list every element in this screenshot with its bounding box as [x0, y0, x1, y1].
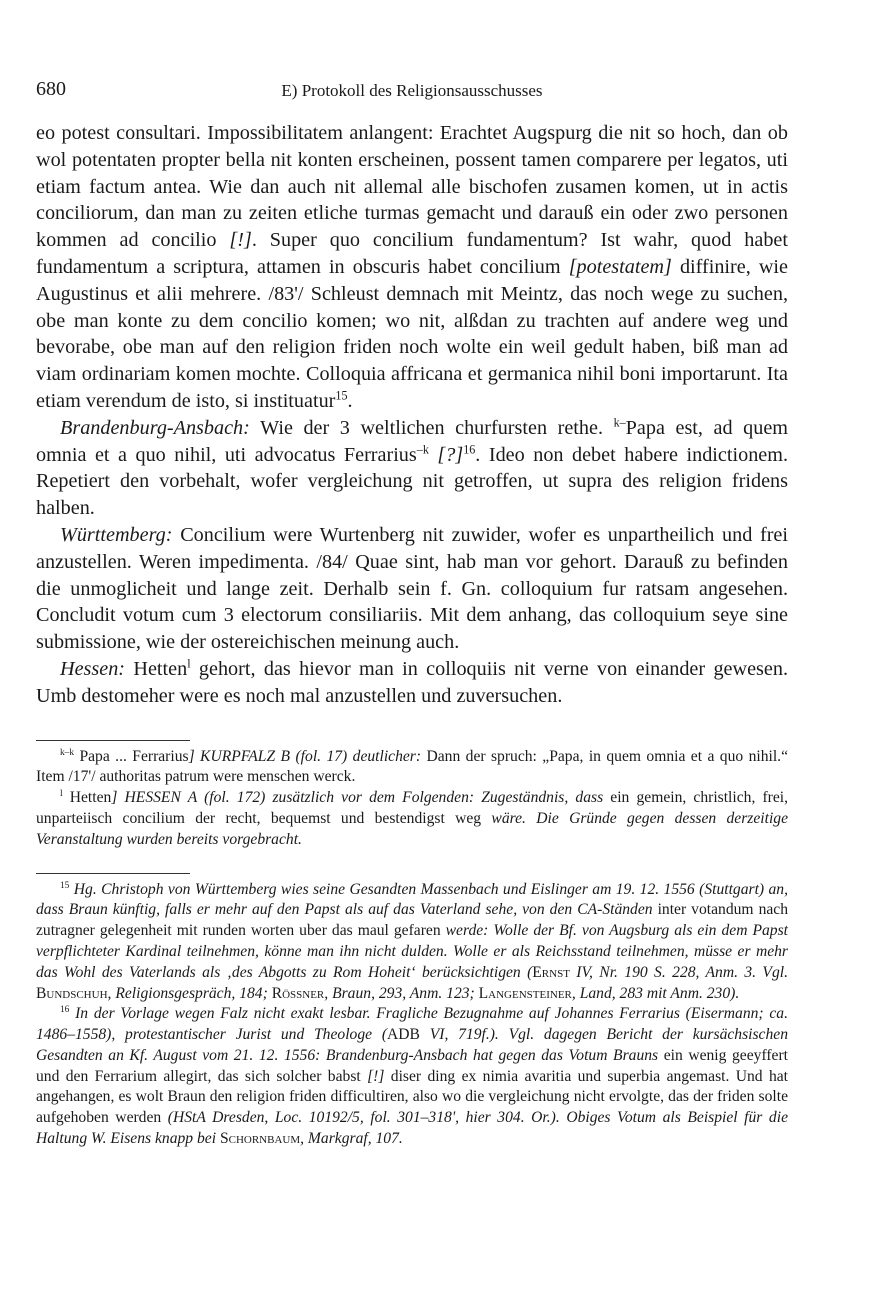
footnote-ref-15[interactable]: 15: [335, 388, 348, 403]
page-header: [36, 78, 788, 104]
running-head: E) Protokoll des Religionsausschusses: [281, 81, 543, 100]
speaker-label: Hessen:: [60, 657, 126, 680]
apparatus-mark-k-open: k–: [613, 415, 626, 430]
footnote-ref-16[interactable]: 16: [463, 441, 476, 456]
footnotes: [36, 880, 788, 1150]
paragraph-augsburg: eo potest consultari. Impossibilitatem anlangent: Erachtet Augspurg die nit so hoch, dan ob wol potentaten propter bella nit konten erscheinen, possent tamen comparere per legatos, uti etiam factum antea. Wie dan auch nit allemal alle bischofen zusamen komen, ut in actis conciliorum, dan man zu zeiten etliche turmas gemacht und darauß ein oder zwo personen kommen ad concilio [!]. Super quo concilium fundamentum? Ist wahr, quod habet fundamentum a scriptura, attamen in obscuris habet concilium [potestatem] diffinire, wie Augustinus et alii mehrere. /83'/ Schleust demnach mit Meintz, das noch wege zu suchen, obe man konte zu dem concilio komen; wo nit, alßdan zu trachten auf andere weg und bevorabe, obe man auf den religion friden noch wolte ein weil gedult haben, biß man ad viam ordinariam komen mochte. Colloquia affricana et germanica nihil boni importarunt. Ita etiam verendum de isto, si instituatur$^{15}$.: [36, 122, 788, 412]
document-page: [36, 78, 788, 1268]
speaker-label: Württemberg:: [60, 523, 173, 546]
paragraph-brandenburg-ansbach: Brandenburg-Ansbach: Wie der 3 weltlichen churfursten rethe. $^{k-}$Papa est, ad quem omnia et a quo nihil, uti advocatus Ferrarius$^{-k}$ [?]$^{16}$. Ideo non debet habere indictionem. Repetiert den vorbehalt, wofer vergleichung nit getroffen, ut supra des religion fridens halben.: [36, 415, 788, 520]
apparatus-note-l: $^l$ Hetten] HESSEN A (fol. 172) zusätzlich vor dem Folgenden: Zugeständnis, dass ein gemein, christlich, frei, unparteiisch concilium der recht, bequemst und bestendigst weg wäre. Die Gründe gegen dessen derzeitige Veranstaltung wurden bereits vorgebracht.: [36, 788, 789, 848]
apparatus-mark-k-close: –k: [416, 441, 429, 456]
footnote-16: $^{16}$ In der Vorlage wegen Falz nicht exakt lesbar. Fragliche Bezugnahme auf Johannes Ferrarius (Eisermann; ca. 1486–1558), protestantischer Jurist und Theologe (ADB VI, 719f.). Vgl. dagegen Bericht der kursächsischen Gesandten an Kf. August vom 21. 12. 1556: Brandenburg-Ansbach hat gegen das Votum Brauns ein wenig geeyffert und den Ferrarium allegirt, das sich solcher babst [!] diser ding ex nimia avaritia und superbia angemast. Und hat angehangen, es wolt Braun den religion friden difficultiren, also wo die vergleichung nicht ervolgte, das der friden solte aufgehoben werden (HStA Dresden, Loc. 10192/5, fol. 301–318', hier 304. Or.). Obiges Votum als Beispiel für die Haltung W. Eisens knapp bei Schornbaum, Markgraf, 107.: [36, 1005, 789, 1148]
speaker-label: Brandenburg-Ansbach:: [60, 416, 250, 439]
page-number: 680: [36, 78, 66, 100]
apparatus-divider: [36, 740, 190, 741]
main-text: [36, 120, 788, 710]
footnote-15: $^{15}$ Hg. Christoph von Württemberg wies seine Gesandten Massenbach und Eislinger am 19. 12. 1556 (Stuttgart) an, dass Braun künftig, falls er mehr auf den Papst als auf das Vaterland sehe, von den CA-Ständen inter votandum nach zutragner gelegenheit mit runden worten uber das maul gefaren werde: Wolle der Bf. von Augsburg als ein dem Papst verpflichteter Kardinal teilnehmen, könne man ihn nicht dulden. Wolle er als Reichsstand teilnehmen, müsse er mehr das Wohl des Vaterlands als ‚des Abgotts zu Rom Hoheit‘ berücksichtigen (Ernst IV, Nr. 190 S. 228, Anm. 3. Vgl. Bundschuh, Religionsgespräch, 184; Rössner, Braun, 293, Anm. 123; Langensteiner, Land, 283 mit Anm. 230).: [36, 880, 789, 1002]
footnote-divider: [36, 873, 190, 874]
apparatus-note-k: $^{k-k}$ Papa ... Ferrarius] KURPFALZ B (fol. 17) deutlicher: Dann der spruch: „Papa, in quem omnia et a quo nihil.“ Item /17'/ authoritas patrum were menschen werck.: [36, 747, 788, 786]
paragraph-wurttemberg: Württemberg: Concilium were Wurtenberg nit zuwider, wofer es unpartheilich und frei anzustellen. Weren impedimenta. /84/ Quae sint, hab man vor gehort. Darauß zu befinden die unmoglicheit und lange zeit. Derhalb sein f. Gn. colloquium fur ratsam angesehen. Concludit votum cum 3 electorum consiliariis. Mit dem anhang, das colloquium seye sine submissione, wie der ostereichischen meinung auch.: [36, 523, 788, 654]
paragraph-hessen: Hessen: Hetten$^l$ gehort, das hievor man in colloquiis nit verne von einander gewesen. Umb destomeher were es noch mal anzustellen und zuversuchen.: [36, 656, 788, 707]
apparatus-mark-l: l: [187, 656, 191, 671]
critical-apparatus: [36, 747, 788, 851]
